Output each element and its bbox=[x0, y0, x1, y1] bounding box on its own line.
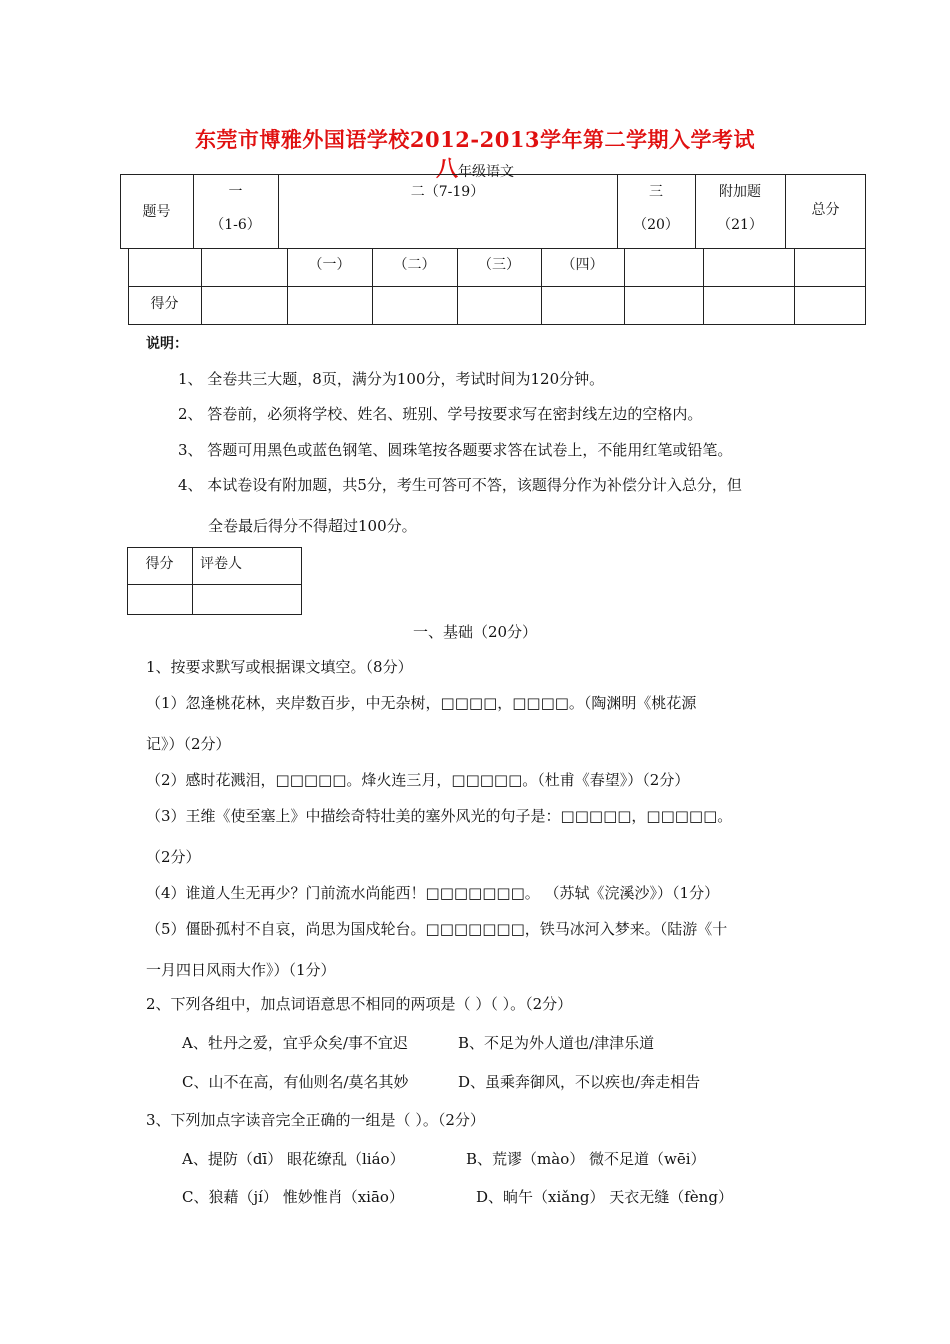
option-2a: A、牡丹之爱，宜乎众矣/事不宜迟 bbox=[182, 1034, 408, 1052]
notes-heading: 说明： bbox=[146, 336, 188, 352]
question-1-3-cont: （2分） bbox=[146, 848, 201, 866]
header-part1: 一 bbox=[228, 184, 243, 200]
option-3b: B、荒谬（mào） 微不足道（wēi） bbox=[466, 1150, 706, 1168]
question-1-5-cont: 一月四日风雨大作》）（1分） bbox=[146, 961, 336, 979]
question-1-2: （2）感时花溅泪，□□□□□。烽火连三月，□□□□□。（杜甫《春望》）（2分） bbox=[146, 771, 690, 789]
grade-subject: 年级语文 bbox=[458, 164, 514, 180]
option-2c: C、山不在高，有仙则名/莫名其妙 bbox=[182, 1073, 409, 1091]
question-1-1-cont: 记》）（2分） bbox=[146, 735, 231, 753]
grader-name: 评卷人 bbox=[200, 556, 242, 572]
note-item: 1、 全卷共三大题，8页，满分为100分，考试时间为120分钟。 bbox=[178, 370, 605, 388]
note-item: 3、 答题可用黑色或蓝色钢笔、圆珠笔按各题要求答在试卷上，不能用红笔或铅笔。 bbox=[178, 441, 733, 459]
question-2: 2、下列各组中，加点词语意思不相同的两项是（ ）（ ）。（2分） bbox=[146, 995, 573, 1013]
header-total: 总分 bbox=[811, 202, 840, 218]
header-part1-range: （1-6） bbox=[210, 217, 261, 233]
header-part3: 三 bbox=[649, 184, 663, 200]
header-part3-range: （20） bbox=[633, 217, 679, 233]
row-defen: 得分 bbox=[150, 296, 179, 312]
header-part2: 二（7-19） bbox=[410, 184, 485, 200]
question-3: 3、下列加点字读音完全正确的一组是（ ）。（2分） bbox=[146, 1111, 485, 1129]
note-item: 4、 本试卷设有附加题，共5分，考生可答可不答，该题得分作为补偿分计入总分，但 bbox=[178, 476, 742, 494]
exam-title: 东莞市博雅外国语学校2012-2013学年第二学期入学考试 bbox=[194, 127, 756, 152]
option-2b: B、不足为外人道也/津津乐道 bbox=[458, 1034, 655, 1052]
option-3a: A、提防（dī） 眼花缭乱（liáo） bbox=[182, 1150, 405, 1168]
question-1-5: （5）僵卧孤村不自哀，尚思为国戍轮台。□□□□□□□，铁马冰河入梦来。（陆游《十 bbox=[146, 920, 728, 938]
sub-col-2: （二） bbox=[393, 257, 436, 273]
header-extra: 附加题 bbox=[719, 184, 761, 200]
note-item-continued: 全卷最后得分不得超过100分。 bbox=[208, 517, 417, 535]
question-1-1: （1）忽逢桃花林，夹岸数百步，中无杂树，□□□□，□□□□。（陶渊明《桃花源 bbox=[146, 694, 697, 712]
grade-number: 八 bbox=[435, 156, 458, 182]
question-1-3: （3）王维《使至塞上》中描绘奇特壮美的塞外风光的句子是：□□□□□，□□□□□。 bbox=[146, 807, 733, 825]
option-3d: D、晌午（xiǎng） 天衣无缝（fèng） bbox=[476, 1188, 733, 1206]
option-2d: D、虽乘奔御风，不以疾也/奔走相告 bbox=[458, 1073, 701, 1091]
sub-col-3: （三） bbox=[478, 257, 520, 273]
note-item: 2、 答卷前，必须将学校、姓名、班别、学号按要求写在密封线左边的空格内。 bbox=[178, 405, 703, 423]
header-extra-range: （21） bbox=[717, 217, 763, 233]
header-tihao: 题号 bbox=[142, 204, 171, 220]
option-3c: C、狼藉（jí） 惟妙惟肖（xiāo） bbox=[182, 1188, 404, 1206]
sub-col-4: （四） bbox=[561, 257, 604, 273]
question-1: 1、按要求默写或根据课文填空。（8分） bbox=[146, 658, 413, 676]
sub-col-1: （一） bbox=[308, 257, 351, 273]
section-heading: 一、基础（20分） bbox=[412, 623, 538, 641]
grader-defen: 得分 bbox=[145, 556, 174, 572]
question-1-4: （4）谁道人生无再少？门前流水尚能西！□□□□□□□。 （苏轼《浣溪沙》）（1分） bbox=[146, 884, 720, 902]
